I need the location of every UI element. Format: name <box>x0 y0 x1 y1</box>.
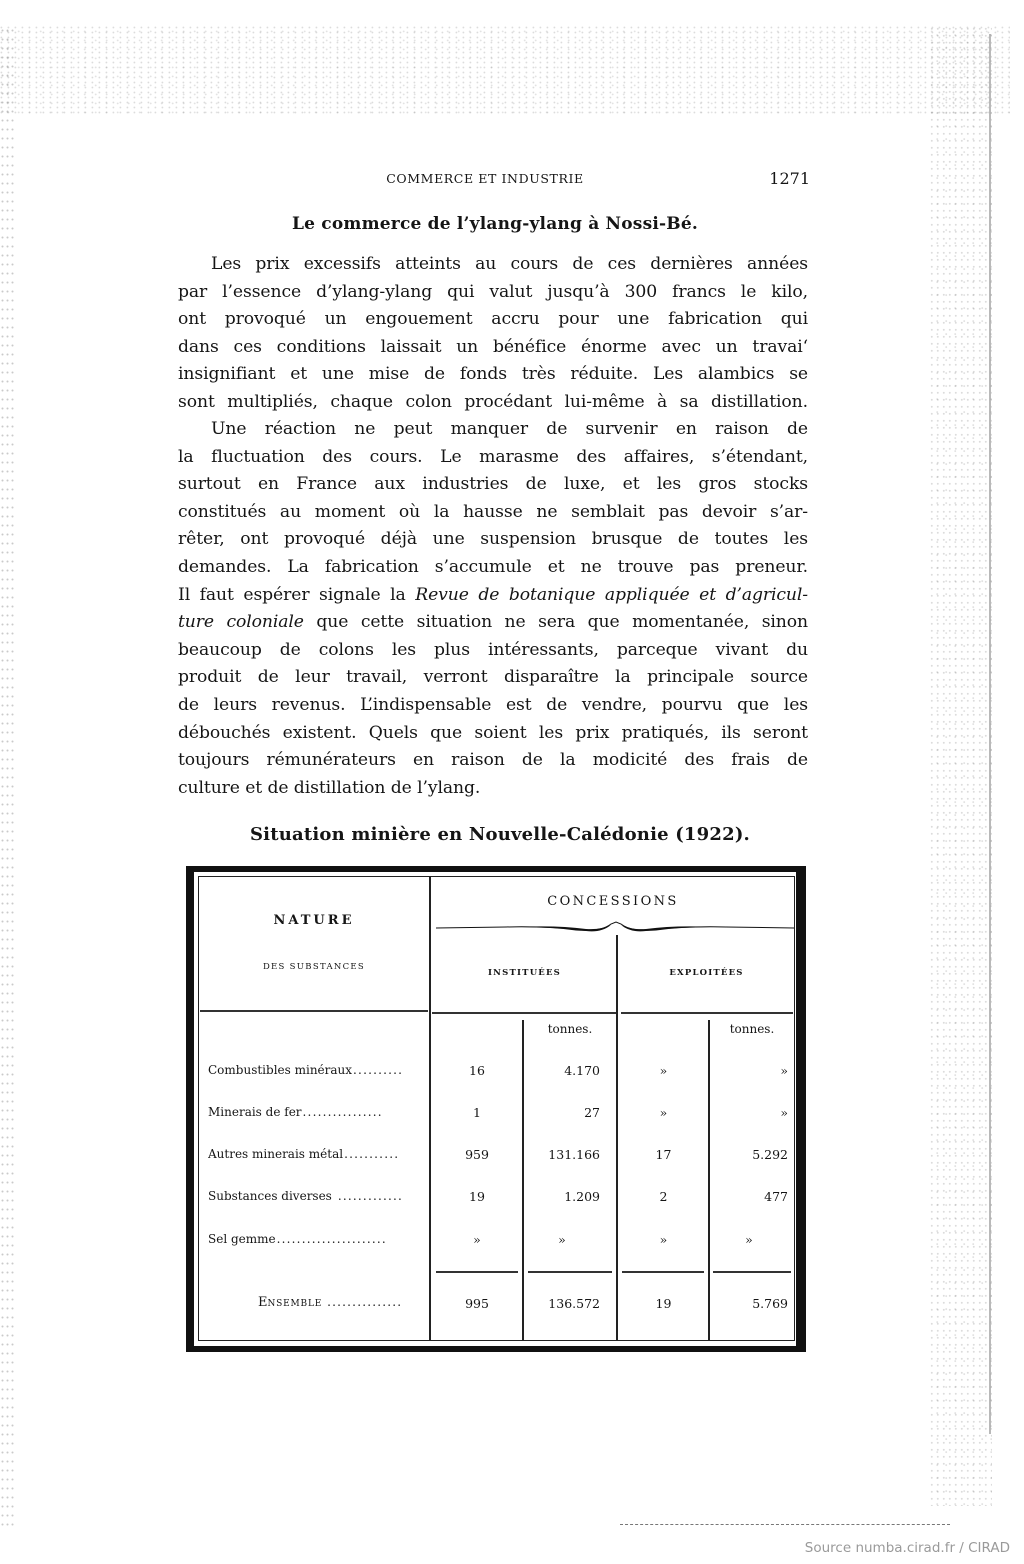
text-line: beaucoup de colons les plus intéressants, parceque vivant du <box>178 639 808 660</box>
citation-rest: que cette situation ne sera que momentanée, sinon <box>303 612 808 633</box>
cell-inst-tonnes: 131.166 <box>548 1147 600 1162</box>
text-line: rêter, ont provoqué déjà une suspension brusque de toutes les <box>178 529 808 550</box>
cell-expl-tonnes: 5.292 <box>752 1147 788 1162</box>
table-title: Situation minière en Nouvelle-Calédonie (1922). <box>249 824 751 845</box>
cell-expl-count: 17 <box>655 1147 672 1162</box>
text-line: toujours rémunérateurs en raison de la modicité des frais de <box>178 750 808 771</box>
text-line: ont provoqué un engouement accru pour une fabrication qui <box>178 309 808 330</box>
table-row-label <box>208 1189 428 1203</box>
running-title: COMMERCE ET INDUSTRIE <box>386 171 584 186</box>
cell-inst-tonnes: 1.209 <box>564 1189 600 1204</box>
text-line-citation <box>178 609 808 637</box>
unit-instituees: tonnes. <box>547 1022 593 1036</box>
text-line: surtout en France aux industries de luxe, et les gros stocks <box>178 474 808 495</box>
text-line: Les prix excessifs atteints au cours de ces dernières années <box>211 254 808 274</box>
cell-expl-count: » <box>659 1232 668 1247</box>
text-line: la fluctuation des cours. Le marasme des affaires, s’étendant, <box>178 446 808 467</box>
rule-header-exploitees <box>621 1012 793 1014</box>
cell-inst-tonnes: 4.170 <box>564 1063 600 1078</box>
total-row-label <box>258 1295 428 1310</box>
rule-header-instituees <box>432 1012 616 1014</box>
journal-title-part1: Revue de botanique appliquée et d’agricul- <box>415 584 808 605</box>
total-label-rest: NSEMBLE <box>267 1299 323 1309</box>
cell-expl-tonnes: » <box>780 1063 788 1078</box>
brace-icon <box>436 920 794 940</box>
running-head <box>200 171 810 193</box>
rule-header-nature <box>200 1010 428 1012</box>
text-line: produit de leur travail, verront disparaître la principale source <box>178 667 808 688</box>
table-row-label <box>208 1105 428 1119</box>
row-label-text: Substances diverses <box>208 1189 332 1203</box>
article-title: Le commerce de l’ylang-ylang à Nossi-Bé. <box>292 214 698 234</box>
header-instituees: INSTITUÉES <box>487 968 562 978</box>
source-credit: Source numba.cirad.fr / CIRAD <box>804 1540 1010 1556</box>
cell-expl-tonnes: » <box>780 1105 788 1120</box>
table-row-label <box>208 1232 428 1246</box>
row-label-text: Autres minerais métal <box>208 1147 344 1161</box>
text-line: insignifiant et une mise de fonds très réduite. Les alambics se <box>178 364 808 385</box>
row-label-text: Combustibles minéraux <box>208 1063 353 1077</box>
text-line: constitués au moment où la hausse ne semblait pas devoir s’ar- <box>178 501 808 522</box>
journal-title-part2: ture coloniale <box>178 612 304 633</box>
total-expl-count: 19 <box>655 1296 672 1311</box>
text-line: sont multipliés, chaque colon procédant lui-même à sa distillation. <box>178 391 808 412</box>
header-exploitees: EXPLOITÉES <box>669 968 744 978</box>
total-inst-tonnes: 136.572 <box>548 1296 600 1311</box>
rule-total-4 <box>713 1271 791 1273</box>
paragraph-1 <box>178 251 808 417</box>
leader-dots: ............. <box>332 1189 404 1203</box>
leader-dots: ...................... <box>276 1232 387 1246</box>
rule-total-3 <box>622 1271 704 1273</box>
scan-noise-right <box>930 26 992 1506</box>
cell-expl-tonnes: 477 <box>764 1189 788 1204</box>
page-number: 1271 <box>769 169 810 188</box>
leader-dots: .......... <box>353 1063 404 1077</box>
header-nature: NATURE <box>273 913 355 928</box>
rule-total-2 <box>528 1271 612 1273</box>
leader-dots: ........... <box>344 1147 400 1161</box>
text-line: par l’essence d’ylang-ylang qui valut jusqu’à 300 francs le kilo, <box>178 281 808 302</box>
cell-inst-tonnes: » <box>558 1232 566 1247</box>
citation-prefix: Il faut espérer signale la <box>178 584 416 605</box>
table-row-label <box>208 1147 428 1161</box>
cell-expl-count: » <box>659 1063 668 1078</box>
cell-inst-count: » <box>473 1232 481 1247</box>
cell-inst-tonnes: 27 <box>584 1105 600 1120</box>
text-line: dans ces conditions laissait un bénéfice énorme avec un travai‘ <box>178 336 808 357</box>
page-edge-bottom <box>620 1524 950 1526</box>
header-des-substances: DES SUBSTANCES <box>262 962 366 972</box>
text-line: demandes. La fabrication s’accumule et ne trouve pas preneur. <box>178 556 808 577</box>
cell-inst-count: 1 <box>473 1105 481 1120</box>
text-line: Une réaction ne peut manquer de survenir en raison de <box>211 419 808 439</box>
leader-dots: ................ <box>302 1105 383 1119</box>
text-line-citation <box>178 582 808 610</box>
cell-expl-count: » <box>659 1105 668 1120</box>
cell-inst-count: 16 <box>469 1063 485 1078</box>
rule-total-1 <box>436 1271 518 1273</box>
row-label-text: Minerais de fer <box>208 1105 302 1119</box>
total-expl-tonnes: 5.769 <box>752 1296 788 1311</box>
page-edge-right <box>989 34 991 1434</box>
cell-inst-count: 19 <box>469 1189 485 1204</box>
total-label-initial: E <box>258 1295 268 1310</box>
leader-dots: ............... <box>322 1295 403 1309</box>
divider-nature <box>429 877 431 1340</box>
header-concessions: CONCESSIONS <box>547 894 679 909</box>
cell-inst-count: 959 <box>465 1147 489 1162</box>
scan-noise-left <box>0 26 14 1526</box>
unit-exploitees: tonnes. <box>729 1022 775 1036</box>
paragraph-2 <box>178 416 808 802</box>
text-line: débouchés existent. Quels que soient les prix pratiqués, ils seront <box>178 722 808 743</box>
text-line: de leurs revenus. L’indispensable est de vendre, pourvu que les <box>178 694 808 715</box>
divider-concessions <box>616 935 618 1340</box>
scan-noise-top <box>0 26 1010 116</box>
cell-expl-count: 2 <box>659 1189 668 1204</box>
row-label-text: Sel gemme <box>208 1232 276 1246</box>
total-inst-count: 995 <box>465 1296 489 1311</box>
cell-expl-tonnes: » <box>745 1232 753 1247</box>
table-row-label <box>208 1063 428 1077</box>
text-line: culture et de distillation de l’ylang. <box>178 777 481 798</box>
